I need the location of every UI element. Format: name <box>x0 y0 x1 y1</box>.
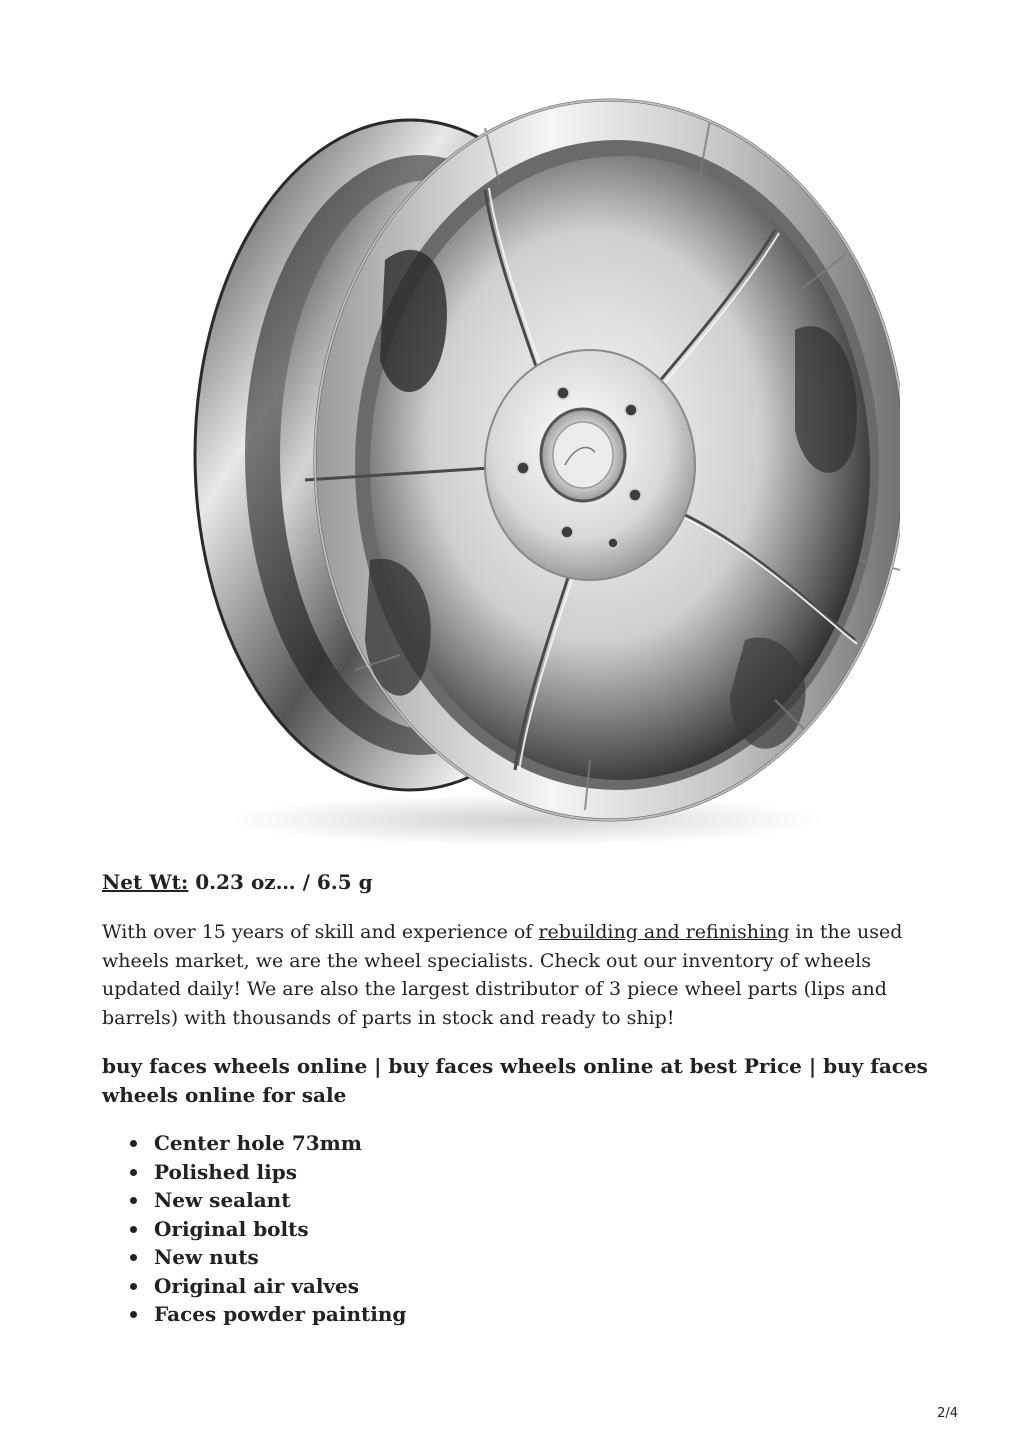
list-item: New sealant <box>130 1186 932 1215</box>
list-item: Original air valves <box>130 1272 932 1301</box>
subheading: buy faces wheels online | buy faces wheels online at best Price | buy faces wheels online for sale <box>102 1054 928 1107</box>
page-number: 2/4 <box>937 1406 958 1421</box>
bullet-icon <box>130 1254 137 1261</box>
net-weight-label: Net Wt: <box>102 870 189 894</box>
list-item: Original bolts <box>130 1215 932 1244</box>
list-item: Polished lips <box>130 1158 932 1187</box>
description-before-link: With over 15 years of skill and experience of <box>102 921 539 943</box>
bullet-icon <box>130 1169 137 1176</box>
bullet-icon <box>130 1311 137 1318</box>
list-item: Center hole 73mm <box>130 1129 932 1158</box>
bullet-icon <box>130 1197 137 1204</box>
list-item: New nuts <box>130 1243 932 1272</box>
rebuilding-refinishing-link[interactable]: rebuilding and refinishing <box>538 921 790 943</box>
description-paragraph <box>102 918 932 1032</box>
features-list <box>102 1129 932 1329</box>
net-weight <box>102 868 932 896</box>
description-after-link: in the used wheels market, we are the wheel specialists. Check out our inventory of wheels updated daily! We are also the largest distributor of 3 piece wheel parts (lips and barrels) with thousands of parts in stock and ready to ship! <box>102 921 903 1029</box>
product-text <box>102 868 932 1329</box>
chrome-wheel-illustration <box>155 80 900 850</box>
net-weight-value: 0.23 oz… / 6.5 g <box>195 870 373 894</box>
list-item: Faces powder painting <box>130 1300 932 1329</box>
wheel-image <box>155 80 900 850</box>
bullet-icon <box>130 1283 137 1290</box>
bullet-icon <box>130 1140 137 1147</box>
bullet-icon <box>130 1226 137 1233</box>
